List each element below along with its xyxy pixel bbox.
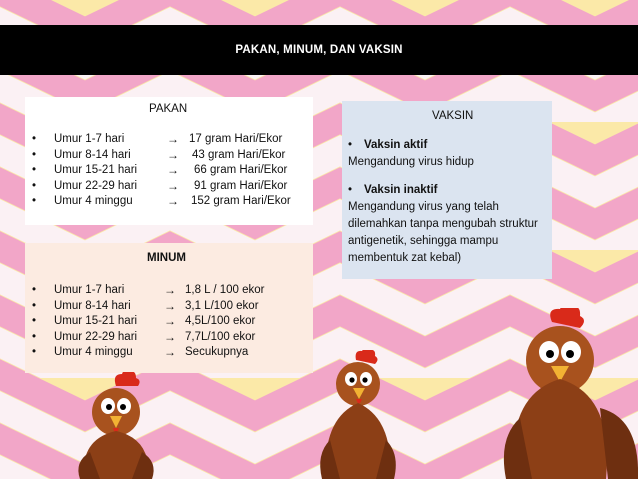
- arrow-icon: →: [167, 147, 179, 162]
- age-label: Umur 1-7 hari: [54, 133, 125, 145]
- page-title: PAKAN, MINUM, DAN VAKSIN: [235, 44, 403, 56]
- arrow-icon: →: [164, 329, 176, 344]
- bullet: •: [348, 184, 353, 196]
- bullet: •: [32, 148, 37, 161]
- age-label: Umur 22-29 hari: [54, 179, 138, 192]
- arrow-icon: →: [164, 298, 176, 313]
- arrow-icon: →: [164, 314, 176, 329]
- water-amount: 1,8 L / 100 ekor: [185, 284, 265, 296]
- minum-box: [25, 243, 313, 373]
- feed-amount: 66 gram Hari/Ekor: [194, 164, 288, 177]
- pakan-heading: PAKAN: [149, 103, 188, 115]
- vaksin-heading: VAKSIN: [432, 110, 474, 122]
- water-amount: 4,5L/100 ekor: [185, 315, 256, 328]
- vaksin-list: [348, 137, 548, 267]
- bullet: •: [32, 346, 37, 359]
- feed-amount: 91 gram Hari/Ekor: [194, 179, 288, 192]
- vaksin-desc: Mengandung virus yang telah dilemahkan tanpa mengubah struktur antigenetik, sehingga mampu membentuk zat kebal): [348, 201, 538, 264]
- bullet: •: [32, 315, 37, 328]
- bullet: •: [32, 299, 37, 312]
- age-label: Umur 22-29 hari: [54, 330, 138, 343]
- arrow-icon: →: [167, 132, 179, 146]
- arrow-icon: →: [164, 345, 176, 360]
- age-label: Umur 8-14 hari: [54, 148, 131, 161]
- age-label: Umur 8-14 hari: [54, 299, 131, 312]
- bullet: •: [32, 164, 37, 177]
- water-amount: Secukupnya: [185, 346, 249, 359]
- minum-heading: MINUM: [147, 252, 186, 264]
- arrow-icon: →: [164, 283, 176, 297]
- arrow-icon: →: [167, 163, 179, 178]
- bullet: •: [32, 133, 37, 145]
- chicken-icon: [70, 372, 162, 479]
- bullet: •: [32, 284, 37, 296]
- arrow-icon: →: [167, 178, 179, 193]
- age-label: Umur 4 minggu: [54, 195, 133, 208]
- vaksin-item: [348, 182, 548, 267]
- title-banner: [0, 25, 638, 75]
- bullet: •: [32, 330, 37, 343]
- feed-amount: 152 gram Hari/Ekor: [191, 195, 291, 208]
- bullet: •: [32, 179, 37, 192]
- vaksin-item: [348, 137, 548, 171]
- bullet: •: [32, 195, 37, 208]
- bullet: •: [348, 139, 353, 151]
- pakan-box: [25, 97, 313, 225]
- age-label: Umur 1-7 hari: [54, 284, 125, 296]
- vaksin-box: [342, 101, 552, 279]
- age-label: Umur 15-21 hari: [54, 164, 138, 177]
- water-amount: 3,1 L/100 ekor: [185, 299, 259, 312]
- vaksin-name: Vaksin inaktif: [364, 184, 438, 196]
- feed-amount: 43 gram Hari/Ekor: [192, 148, 286, 161]
- age-label: Umur 4 minggu: [54, 346, 133, 359]
- vaksin-desc: Mengandung virus hidup: [348, 156, 474, 168]
- chicken-icon: [316, 350, 402, 479]
- vaksin-name: Vaksin aktif: [364, 139, 428, 151]
- water-amount: 7,7L/100 ekor: [185, 330, 256, 343]
- chicken-icon: [500, 308, 638, 479]
- age-label: Umur 15-21 hari: [54, 315, 138, 328]
- arrow-icon: →: [167, 194, 179, 209]
- feed-amount: 17 gram Hari/Ekor: [189, 133, 283, 145]
